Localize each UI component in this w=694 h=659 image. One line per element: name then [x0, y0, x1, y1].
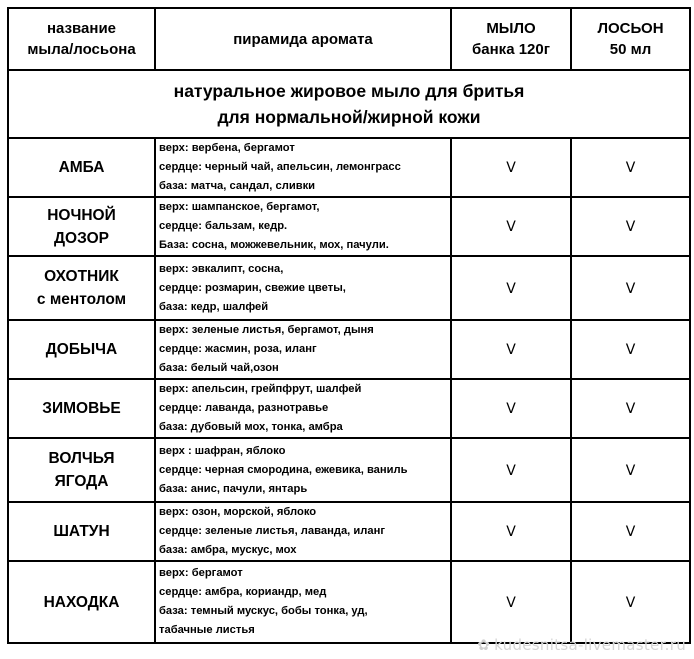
header-lotion-line-2: 50 мл [609, 41, 652, 58]
header-row [8, 8, 690, 70]
aroma-note-line: верх: зеленые листья, бергамот, дыня [159, 324, 374, 336]
check-mark: V [625, 401, 636, 417]
header-soap-line-2: банка 120г [472, 41, 550, 58]
header-notes-column [155, 8, 451, 70]
product-name-line: с ментолом [36, 291, 127, 308]
lotion-availability [571, 138, 690, 197]
aroma-note-line: база: белый чай,озон [159, 362, 279, 374]
check-mark: V [625, 280, 636, 297]
aroma-note-line: верх: апельсин, грейпфрут, шалфей [159, 383, 362, 395]
aroma-pyramid [155, 379, 451, 438]
aroma-note-line: верх : шафран, яблоко [159, 444, 286, 457]
check-mark: V [625, 160, 636, 176]
soap-availability [451, 502, 571, 561]
aroma-note-line: сердце: бальзам, кедр. [159, 220, 288, 232]
aroma-note-line: верх: шампанское, бергамот, [159, 201, 320, 213]
lotion-availability [571, 561, 690, 643]
product-name [8, 256, 155, 320]
product-name [8, 561, 155, 643]
check-mark: V [506, 594, 516, 611]
aroma-note-line: база: матча, сандал, сливки [159, 180, 316, 192]
lotion-availability [571, 502, 690, 561]
product-row [8, 138, 690, 197]
header-name-column [8, 8, 155, 70]
lotion-availability [571, 197, 690, 256]
product-name [8, 438, 155, 502]
product-row [8, 320, 690, 379]
check-mark: V [625, 219, 636, 235]
check-mark: V [625, 342, 636, 358]
check-mark: V [625, 594, 636, 611]
section-title [8, 70, 690, 138]
section-line-2: для нормальной/жирной кожи [217, 107, 481, 127]
check-mark: V [506, 280, 516, 297]
product-row [8, 256, 690, 320]
product-name [8, 197, 155, 256]
table-body [8, 8, 690, 643]
soap-availability [451, 320, 571, 379]
lotion-availability [571, 379, 690, 438]
aroma-pyramid [155, 320, 451, 379]
soap-availability [451, 438, 571, 502]
aroma-note-line: верх: вербена, бергамот [159, 142, 295, 154]
check-mark: V [506, 160, 516, 176]
soap-availability [451, 256, 571, 320]
check-mark: V [506, 462, 516, 479]
header-lotion-line-1: ЛОСЬОН [597, 20, 664, 37]
aroma-note-line: верх: бергамот [159, 567, 243, 579]
aroma-note-line: сердце: розмарин, свежие цветы, [159, 281, 346, 294]
product-row [8, 379, 690, 438]
product-name [8, 320, 155, 379]
aroma-note-line: табачные листья [159, 624, 255, 636]
aroma-note-line: база: дубовый мох, тонка, амбра [159, 421, 343, 433]
flower-icon: ✿ [477, 636, 491, 654]
section-line-1: натуральное жировое мыло для бритья [173, 81, 525, 101]
aroma-note-line: База: сосна, можжевельник, мох, пачули. [159, 239, 389, 251]
section-row [8, 70, 690, 138]
product-name-line: ВОЛЧЬЯ [48, 450, 115, 467]
watermark [477, 636, 686, 654]
product-name-line: НАХОДКА [43, 593, 120, 611]
header-notes-label: пирамида аромата [233, 30, 373, 48]
aroma-pyramid [155, 438, 451, 502]
soap-availability [451, 379, 571, 438]
aroma-pyramid [155, 502, 451, 561]
aroma-note-line: база: анис, пачули, янтарь [159, 482, 308, 495]
aroma-note-line: сердце: черная смородина, ежевика, ваниль [159, 463, 408, 476]
aroma-pyramid [155, 256, 451, 320]
soap-availability [451, 561, 571, 643]
product-name [8, 138, 155, 197]
product-row [8, 197, 690, 256]
check-mark: V [506, 524, 516, 540]
soap-availability [451, 197, 571, 256]
watermark-text: kudesnitsa-livemaster.ru [494, 636, 686, 654]
check-mark: V [506, 342, 516, 358]
aroma-pyramid [155, 197, 451, 256]
product-name-line: ШАТУН [53, 523, 110, 540]
aroma-note-line: база: амбра, мускус, мох [159, 544, 297, 556]
aroma-note-line: верх: эвкалипт, сосна, [159, 262, 284, 275]
header-name-line-2: мыла/лосьона [27, 41, 136, 58]
product-row [8, 561, 690, 643]
aroma-pyramid [155, 138, 451, 197]
aroma-note-line: сердце: лаванда, разнотравье [159, 402, 329, 414]
check-mark: V [625, 462, 636, 479]
product-name-line: ДОБЫЧА [45, 341, 118, 358]
product-name-line: ЯГОДА [54, 473, 109, 490]
aroma-note-line: верх: озон, морской, яблоко [159, 506, 317, 518]
header-soap-column [451, 8, 571, 70]
aroma-table [7, 7, 691, 644]
aroma-note-line: сердце: черный чай, апельсин, лемонграсс [159, 161, 401, 173]
aroma-pyramid [155, 561, 451, 643]
product-row [8, 502, 690, 561]
lotion-availability [571, 438, 690, 502]
check-mark: V [506, 401, 516, 417]
product-name-line: ЗИМОВЬЕ [42, 400, 121, 417]
aroma-note-line: сердце: жасмин, роза, иланг [159, 343, 317, 355]
product-name-line: ДОЗОР [54, 229, 109, 247]
aroma-note-line: сердце: амбра, кориандр, мед [159, 586, 327, 598]
aroma-note-line: база: кедр, шалфей [159, 300, 269, 313]
aroma-note-line: сердце: зеленые листья, лаванда, иланг [159, 525, 385, 537]
product-name-line: ОХОТНИК [44, 268, 119, 285]
aroma-note-line: база: темный мускус, бобы тонка, уд, [159, 605, 368, 617]
product-name [8, 379, 155, 438]
check-mark: V [506, 219, 516, 235]
header-soap-line-1: МЫЛО [486, 20, 536, 37]
product-name [8, 502, 155, 561]
check-mark: V [625, 524, 636, 540]
header-lotion-column [571, 8, 690, 70]
soap-availability [451, 138, 571, 197]
header-name-line-1: название [46, 20, 117, 37]
product-row [8, 438, 690, 502]
product-name-line: НОЧНОЙ [47, 206, 116, 224]
lotion-availability [571, 320, 690, 379]
lotion-availability [571, 256, 690, 320]
product-name-line: АМБА [58, 159, 105, 176]
